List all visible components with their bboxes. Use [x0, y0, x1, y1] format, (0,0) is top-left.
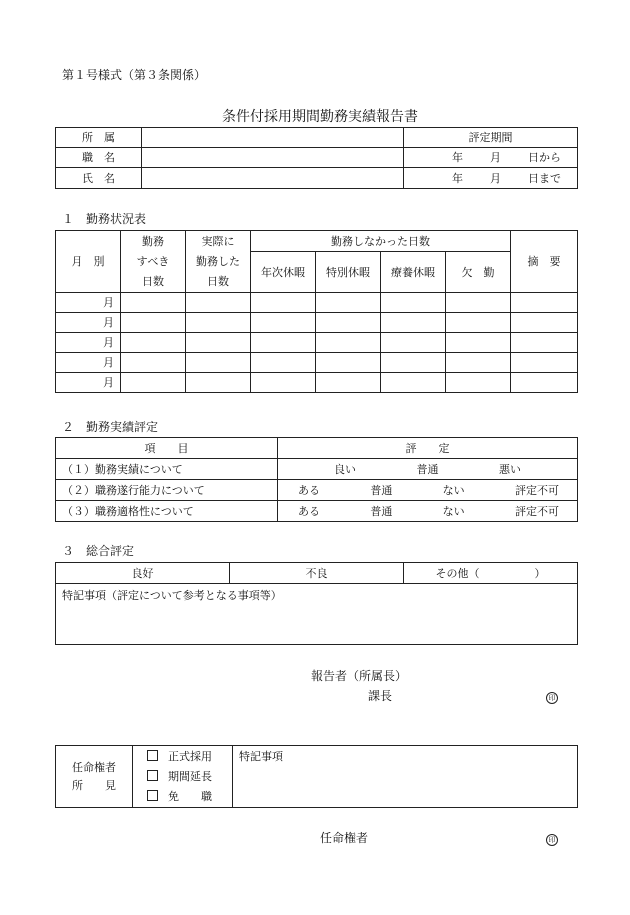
month-label: 月	[490, 171, 501, 185]
attendance-cell[interactable]	[446, 353, 511, 373]
section3-heading: ３ 総合評定	[62, 544, 135, 558]
attendance-cell[interactable]	[511, 353, 578, 373]
option-unratable[interactable]: 評定不可	[514, 483, 559, 497]
appointer-label: 任命権者	[320, 831, 369, 845]
option-no[interactable]: ない	[442, 504, 465, 518]
overall-notes-field[interactable]	[56, 584, 578, 645]
header-table	[55, 127, 578, 189]
col-actual-work: 実際に 勤務した 日数	[186, 231, 251, 293]
col-should-work: 勤務 すべき 日数	[121, 231, 186, 293]
eval-item-ability: （２）職務遂行能力について	[56, 480, 278, 501]
appointer-notes-label: 特記事項	[239, 750, 283, 763]
month-cell[interactable]: 月	[56, 353, 121, 373]
evaluation-table	[55, 437, 578, 522]
attendance-table	[55, 230, 578, 393]
attendance-cell[interactable]	[251, 293, 316, 313]
page-title: 条件付採用期間勤務実績報告書	[222, 109, 418, 125]
attendance-cell[interactable]	[446, 373, 511, 393]
col-absence: 欠 勤	[446, 252, 511, 293]
attendance-cell[interactable]	[251, 333, 316, 353]
eval-options-aptitude[interactable]	[278, 501, 578, 522]
year-label: 年	[452, 151, 463, 164]
period-from[interactable]	[404, 148, 578, 168]
period-to[interactable]	[404, 168, 578, 189]
form-id: 第１号様式（第３条関係）	[62, 68, 207, 82]
day-to-label: 日まで	[528, 171, 561, 185]
attendance-row	[56, 333, 578, 353]
attendance-cell[interactable]	[121, 333, 186, 353]
section1-heading: １ 勤務状況表	[62, 212, 147, 226]
option-normal[interactable]: 普通	[370, 483, 393, 497]
checkbox-icon	[147, 770, 158, 781]
attendance-cell[interactable]	[251, 353, 316, 373]
option-yes[interactable]: ある	[298, 483, 320, 497]
position-label: 職 名	[56, 148, 142, 168]
option-no[interactable]: ない	[442, 483, 465, 497]
attendance-cell[interactable]	[381, 333, 446, 353]
appointer-options	[133, 746, 233, 808]
day-from-label: 日から	[528, 151, 561, 164]
overall-table	[55, 562, 578, 645]
option-yes[interactable]: ある	[298, 504, 320, 518]
attendance-cell[interactable]	[446, 313, 511, 333]
overall-good[interactable]: 良好	[56, 563, 230, 584]
overall-bad[interactable]: 不良	[230, 563, 404, 584]
col-item: 項 目	[56, 438, 278, 459]
attendance-cell[interactable]	[186, 313, 251, 333]
attendance-cell[interactable]	[186, 333, 251, 353]
option-normal[interactable]: 普通	[416, 462, 439, 476]
position-field[interactable]	[142, 148, 404, 168]
attendance-cell[interactable]	[511, 373, 578, 393]
month-cell[interactable]: 月	[56, 293, 121, 313]
attendance-cell[interactable]	[446, 333, 511, 353]
attendance-row	[56, 353, 578, 373]
option-unratable[interactable]: 評定不可	[514, 504, 559, 518]
attendance-cell[interactable]	[121, 373, 186, 393]
col-annual-leave: 年次休暇	[251, 252, 316, 293]
col-absent-group: 勤務しなかった日数	[251, 231, 511, 252]
attendance-cell[interactable]	[511, 313, 578, 333]
appointer-opinion-label: 任命権者 所 見	[56, 746, 133, 808]
appointer-seal-icon: 印	[546, 831, 558, 846]
attendance-cell[interactable]	[381, 313, 446, 333]
month-label: 月	[490, 151, 501, 164]
appointer-notes-field[interactable]	[233, 746, 578, 808]
option-extend[interactable]: 期間延長	[147, 767, 232, 787]
attendance-cell[interactable]	[316, 353, 381, 373]
checkbox-icon	[147, 750, 158, 761]
name-label: 氏 名	[56, 168, 142, 189]
eval-item-aptitude: （３）職務適格性について	[56, 501, 278, 522]
col-special-leave: 特別休暇	[316, 252, 381, 293]
col-rating: 評 定	[278, 438, 578, 459]
attendance-cell[interactable]	[511, 293, 578, 313]
option-normal[interactable]: 普通	[370, 504, 393, 518]
affiliation-field[interactable]	[142, 128, 404, 148]
col-month: 月 別	[56, 231, 121, 293]
attendance-row	[56, 313, 578, 333]
attendance-row	[56, 373, 578, 393]
attendance-cell[interactable]	[121, 353, 186, 373]
attendance-cell[interactable]	[316, 293, 381, 313]
attendance-cell[interactable]	[251, 313, 316, 333]
attendance-cell[interactable]	[251, 373, 316, 393]
section2-heading: ２ 勤務実績評定	[62, 420, 159, 434]
eval-options-ability[interactable]	[278, 480, 578, 501]
name-field[interactable]	[142, 168, 404, 189]
reporter-label: 報告者（所属長）	[311, 669, 408, 683]
month-cell[interactable]: 月	[56, 373, 121, 393]
overall-other[interactable]: その他（ ）	[404, 563, 578, 584]
eval-item-performance: （１）勤務実績について	[56, 459, 278, 480]
overall-notes-label: 特記事項（評定について参考となる事項等）	[62, 589, 282, 602]
attendance-cell[interactable]	[381, 293, 446, 313]
option-bad[interactable]: 悪い	[499, 462, 521, 476]
attendance-cell[interactable]	[316, 373, 381, 393]
appointer-table	[55, 745, 578, 808]
attendance-cell[interactable]	[316, 333, 381, 353]
attendance-cell[interactable]	[186, 373, 251, 393]
attendance-cell[interactable]	[186, 293, 251, 313]
option-permanent[interactable]: 正式採用	[147, 747, 232, 767]
attendance-cell[interactable]	[381, 353, 446, 373]
col-remarks: 摘 要	[511, 231, 578, 293]
col-medical-leave: 療養休暇	[381, 252, 446, 293]
attendance-cell[interactable]	[121, 313, 186, 333]
reporter-seal-icon: 印	[546, 689, 558, 704]
month-cell[interactable]: 月	[56, 313, 121, 333]
affiliation-label: 所 属	[56, 128, 142, 148]
attendance-cell[interactable]	[316, 313, 381, 333]
eval-period-label: 評定期間	[404, 128, 578, 148]
month-cell[interactable]: 月	[56, 333, 121, 353]
attendance-row	[56, 293, 578, 313]
option-good[interactable]: 良い	[334, 462, 356, 476]
checkbox-icon	[147, 790, 158, 801]
attendance-cell[interactable]	[511, 333, 578, 353]
attendance-cell[interactable]	[446, 293, 511, 313]
eval-options-performance[interactable]	[278, 459, 578, 480]
attendance-cell[interactable]	[381, 373, 446, 393]
option-dismiss[interactable]: 免 職	[147, 787, 232, 807]
attendance-cell[interactable]	[186, 353, 251, 373]
attendance-cell[interactable]	[121, 293, 186, 313]
year-label: 年	[452, 171, 463, 185]
reporter-title: 課長	[368, 689, 393, 703]
